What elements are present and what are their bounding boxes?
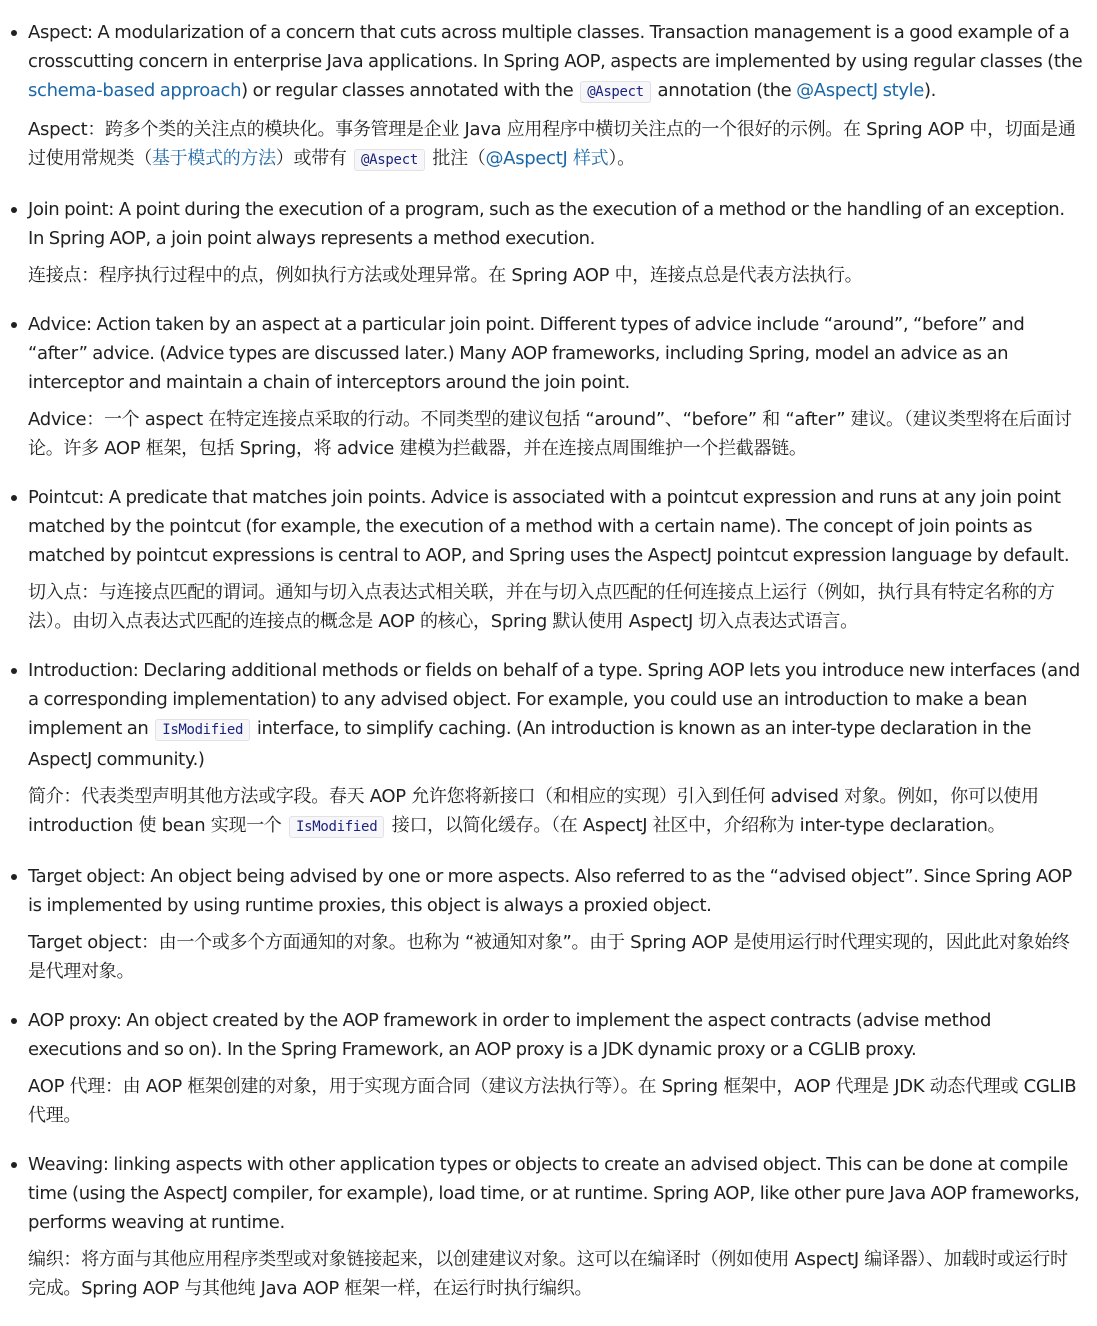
bullet-icon — [11, 668, 17, 674]
bullet-icon — [11, 874, 17, 880]
definition-zh: 编织：将方面与其他应用程序类型或对象链接起来，以创建建议对象。这可以在编译时（例如使用 AspectJ 编译器）、加载时或运行时完成。Spring AOP 与其他纯 Java AOP 框架一样，在运行时执行编织。 — [28, 1249, 1068, 1299]
list-item-introduction — [28, 656, 1083, 842]
definition-en: Advice: Action taken by an aspect at a particular join point. Different types of advice include “around”, “before” and “after” advice. (Advice types are discussed later.) Many AOP frameworks, including Spring, model an advice as an interceptor and maintain a chain of interceptors around the join point. — [28, 314, 1025, 393]
list-item-weaving — [28, 1150, 1083, 1303]
definition-zh: Target object：由一个或多个方面通知的对象。也称为 “被通知对象”。由于 Spring AOP 是使用运行时代理实现的，因此此对象始终是代理对象。 — [28, 932, 1070, 982]
aspectj-style-link[interactable]: @AspectJ style — [796, 80, 924, 101]
aop-concepts-list — [28, 18, 1083, 1303]
definition-en: AOP proxy: An object created by the AOP framework in order to implement the aspect contracts (advise method executions and so on). In the Spring Framework, an AOP proxy is a JDK dynamic proxy or a CGLIB proxy. — [28, 1010, 992, 1060]
definition-en: Introduction: Declaring additional methods or fields on behalf of a type. Spring AOP lets you introduce new interfaces (and a corresponding implementation) to any advised object. For example, you could use an introduction to make a bean implement an IsModified interface, to simplify caching. (An introduction is known as an inter-type declaration in the AspectJ community.) — [28, 660, 1080, 770]
definition-en: Pointcut: A predicate that matches join points. Advice is associated with a pointcut expression and runs at any join point matched by the pointcut (for example, the execution of a method with a certain name). The concept of join points as matched by pointcut expressions is central to AOP, and Spring uses the AspectJ pointcut expression language by default. — [28, 487, 1070, 566]
bullet-icon — [11, 30, 17, 36]
list-item-join-point — [28, 195, 1083, 290]
definition-en: Aspect: A modularization of a concern that cuts across multiple classes. Transaction management is a good example of a crosscutting concern in enterprise Java applications. In Spring AOP, aspects are implemented by using regular classes (the schema-based approach) or regular classes annotated with the @Aspect annotation (the @AspectJ style). — [28, 22, 1083, 101]
bullet-icon — [11, 1018, 17, 1024]
list-item-pointcut — [28, 483, 1083, 636]
list-item-aop-proxy — [28, 1006, 1083, 1130]
definition-en: Weaving: linking aspects with other application types or objects to create an advised object. This can be done at compile time (using the AspectJ compiler, for example), load time, or at runtime. Spring AOP, like other pure Java AOP frameworks, performs weaving at runtime. — [28, 1154, 1080, 1233]
inline-code: IsModified — [155, 719, 250, 741]
definition-zh: 简介：代表类型声明其他方法或字段。春天 AOP 允许您将新接口（和相应的实现）引入到任何 advised 对象。例如，你可以使用 introduction 使 bean 实现一个 IsModified 接口，以简化缓存。（在 AspectJ 社区中，介绍称为 inter-type declaration。 — [28, 786, 1039, 836]
definition-zh: 切入点：与连接点匹配的谓词。通知与切入点表达式相关联，并在与切入点匹配的任何连接点上运行（例如，执行具有特定名称的方法）。由切入点表达式匹配的连接点的概念是 AOP 的核心，Spring 默认使用 AspectJ 切入点表达式语言。 — [28, 582, 1055, 632]
list-item-advice — [28, 310, 1083, 463]
list-item-aspect — [28, 18, 1083, 175]
bullet-icon — [11, 495, 17, 501]
definition-zh: AOP 代理：由 AOP 框架创建的对象，用于实现方面合同（建议方法执行等）。在 Spring 框架中，AOP 代理是 JDK 动态代理或 CGLIB 代理。 — [28, 1076, 1077, 1126]
schema-based-approach-link[interactable]: schema-based approach — [28, 80, 242, 101]
list-item-target-object — [28, 862, 1083, 986]
definition-zh: Aspect：跨多个类的关注点的模块化。事务管理是企业 Java 应用程序中横切关注点的一个很好的示例。在 Spring AOP 中，切面是通过使用常规类（基于模式的方法）或带有 @Aspect 批注（@AspectJ 样式）。 — [28, 119, 1076, 169]
schema-based-approach-link-zh[interactable]: 基于模式的方法 — [151, 148, 276, 169]
bullet-icon — [11, 207, 17, 213]
definition-en: Join point: A point during the execution of a program, such as the execution of a method or the handling of an exception. In Spring AOP, a join point always represents a method execution. — [28, 199, 1065, 249]
inline-code: @Aspect — [354, 149, 425, 171]
bullet-icon — [11, 1162, 17, 1168]
definition-en: Target object: An object being advised by one or more aspects. Also referred to as the “advised object”. Since Spring AOP is implemented by using runtime proxies, this object is always a proxied object. — [28, 866, 1072, 916]
bullet-icon — [11, 322, 17, 328]
definition-zh: Advice：一个 aspect 在特定连接点采取的行动。不同类型的建议包括 “around”、“before” 和 “after” 建议。（建议类型将在后面讨论。许多 AOP 框架，包括 Spring，将 advice 建模为拦截器，并在连接点周围维护一个拦截器链。 — [28, 409, 1072, 459]
definition-zh: 连接点：程序执行过程中的点，例如执行方法或处理异常。在 Spring AOP 中，连接点总是代表方法执行。 — [28, 265, 863, 286]
aspectj-style-link-zh[interactable]: @AspectJ 样式 — [485, 148, 609, 169]
inline-code: @Aspect — [580, 81, 651, 103]
inline-code: IsModified — [289, 816, 384, 838]
